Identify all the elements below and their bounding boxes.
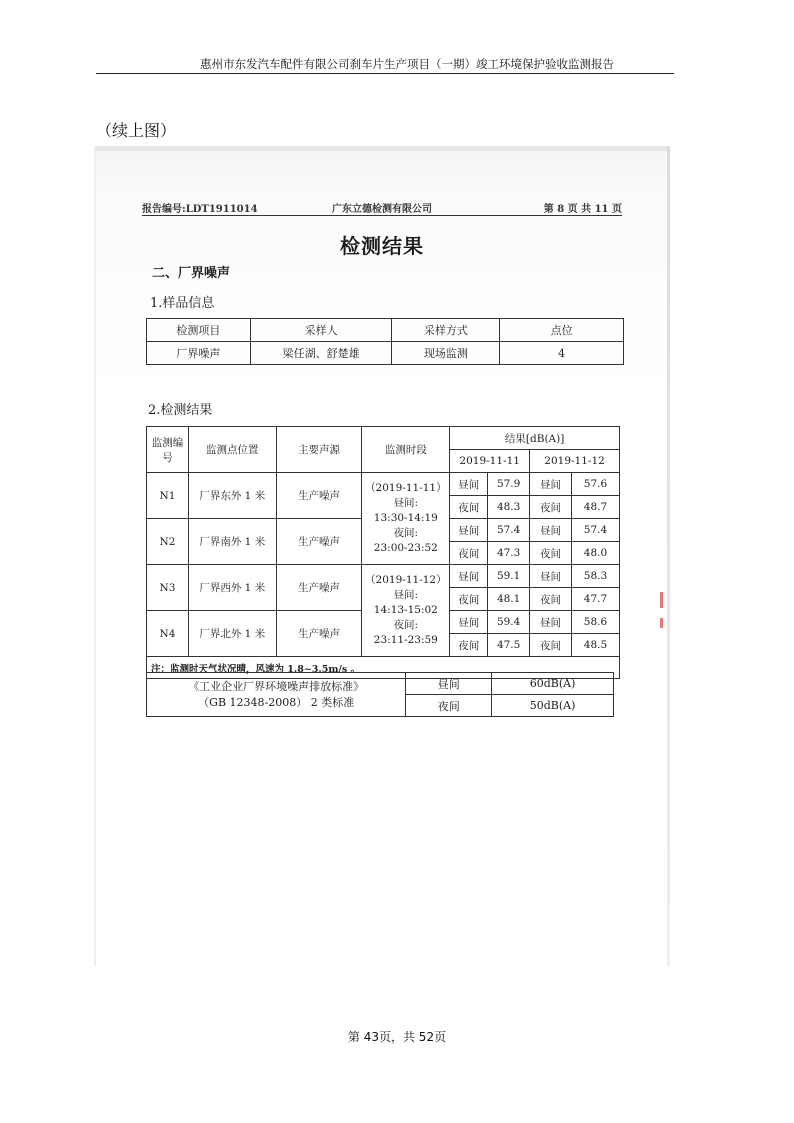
day-label: 昼间: [450, 519, 488, 542]
weather-note: 注：监测时天气状况晴，风速为 1.8~3.5m/s 。: [147, 657, 620, 679]
table-header-cell: 采样人: [250, 319, 392, 342]
monitor-location: 厂界北外 1 米: [188, 611, 276, 657]
day-limit: 60dB(A): [492, 673, 614, 695]
header-date-1: 2019-11-11: [450, 450, 530, 473]
results-heading: 2.检测结果: [148, 403, 213, 418]
period-block-2: （2019-11-12） 昼间: 14:13-15:02 夜间: 23:11-23:59: [362, 565, 450, 657]
scan-header: [142, 198, 622, 216]
value-cell: 47.3: [488, 542, 530, 565]
header-source: 主要声源: [276, 427, 362, 473]
day-label: 昼间: [406, 673, 492, 695]
table-header-cell: 检测项目: [147, 319, 251, 342]
section-heading: 二、厂界噪声: [152, 266, 231, 281]
table-row: [147, 565, 620, 588]
night-label: 夜间: [450, 542, 488, 565]
night-label: 夜间: [450, 496, 488, 519]
day-label: 昼间: [530, 519, 572, 542]
monitor-id: N1: [147, 473, 189, 519]
value-cell: 59.4: [488, 611, 530, 634]
table-header-cell: 采样方式: [392, 319, 500, 342]
table-cell: 梁任湖、舒楚雄: [250, 342, 392, 365]
value-cell: 48.7: [572, 496, 620, 519]
noise-source: 生产噪声: [276, 519, 362, 565]
value-cell: 59.1: [488, 565, 530, 588]
night-label: 夜间: [530, 542, 572, 565]
scan-page-number: 第 8 页 共 11 页: [543, 204, 622, 215]
night-label: 夜间: [450, 588, 488, 611]
continued-label: （续上图）: [96, 121, 177, 140]
night-label: 夜间: [530, 496, 572, 519]
noise-results-table: [146, 426, 620, 679]
value-cell: 58.3: [572, 565, 620, 588]
sample-info-heading: 1.样品信息: [150, 296, 215, 311]
monitor-location: 厂界南外 1 米: [188, 519, 276, 565]
value-cell: 58.6: [572, 611, 620, 634]
noise-source: 生产噪声: [276, 565, 362, 611]
value-cell: 47.5: [488, 634, 530, 657]
table-row: [147, 427, 620, 450]
value-cell: 48.1: [488, 588, 530, 611]
scan-artifact-mark: [660, 592, 663, 608]
value-cell: 48.5: [572, 634, 620, 657]
table-row: [147, 673, 614, 695]
sample-info-table: [146, 318, 624, 365]
header-monitor-id: 监测编号: [147, 427, 189, 473]
header-result: 结果[dB(A)]: [450, 427, 620, 450]
table-header-cell: 点位: [500, 319, 624, 342]
night-label: 夜间: [530, 588, 572, 611]
day-label: 昼间: [450, 611, 488, 634]
header-location: 监测点位置: [188, 427, 276, 473]
table-row: [147, 342, 624, 365]
scan-top-edge: [94, 146, 670, 151]
standard-name: 《工业企业厂界环境噪声排放标准》 （GB 12348-2008） 2 类标准: [147, 673, 406, 717]
noise-source: 生产噪声: [276, 611, 362, 657]
table-cell: 4: [500, 342, 624, 365]
night-limit: 50dB(A): [492, 695, 614, 717]
page-header-title: 惠州市东发汽车配件有限公司刹车片生产项目（一期）竣工环境保护验收监测报告: [200, 57, 614, 71]
scan-title: 检测结果: [340, 234, 424, 258]
value-cell: 57.6: [572, 473, 620, 496]
table-row: [147, 473, 620, 496]
night-label: 夜间: [406, 695, 492, 717]
night-label: 夜间: [450, 634, 488, 657]
header-period: 监测时段: [362, 427, 450, 473]
scan-artifact-mark: [660, 618, 663, 628]
table-row: [147, 319, 624, 342]
value-cell: 57.4: [572, 519, 620, 542]
monitor-id: N2: [147, 519, 189, 565]
monitor-location: 厂界东外 1 米: [188, 473, 276, 519]
page-header: [96, 58, 674, 74]
day-label: 昼间: [530, 611, 572, 634]
report-number: 报告编号:LDT1911014: [142, 204, 258, 215]
value-cell: 47.7: [572, 588, 620, 611]
night-label: 夜间: [530, 634, 572, 657]
page-footer: 第 43页，共 52页: [347, 1030, 447, 1044]
day-label: 昼间: [530, 565, 572, 588]
value-cell: 57.9: [488, 473, 530, 496]
value-cell: 48.0: [572, 542, 620, 565]
lab-name: 广东立德检测有限公司: [332, 204, 432, 215]
scan-left-edge: [94, 146, 96, 966]
scan-right-edge: [667, 146, 670, 966]
noise-source: 生产噪声: [276, 473, 362, 519]
day-label: 昼间: [530, 473, 572, 496]
table-cell: 现场监测: [392, 342, 500, 365]
standard-table: [146, 672, 614, 717]
day-label: 昼间: [450, 473, 488, 496]
header-date-2: 2019-11-12: [530, 450, 620, 473]
monitor-location: 厂界西外 1 米: [188, 565, 276, 611]
monitor-id: N4: [147, 611, 189, 657]
value-cell: 48.3: [488, 496, 530, 519]
period-block-1: （2019-11-11） 昼间: 13:30-14:19 夜间: 23:00-23:52: [362, 473, 450, 565]
monitor-id: N3: [147, 565, 189, 611]
day-label: 昼间: [450, 565, 488, 588]
value-cell: 57.4: [488, 519, 530, 542]
scanned-report-image: [94, 146, 670, 966]
table-cell: 厂界噪声: [147, 342, 251, 365]
